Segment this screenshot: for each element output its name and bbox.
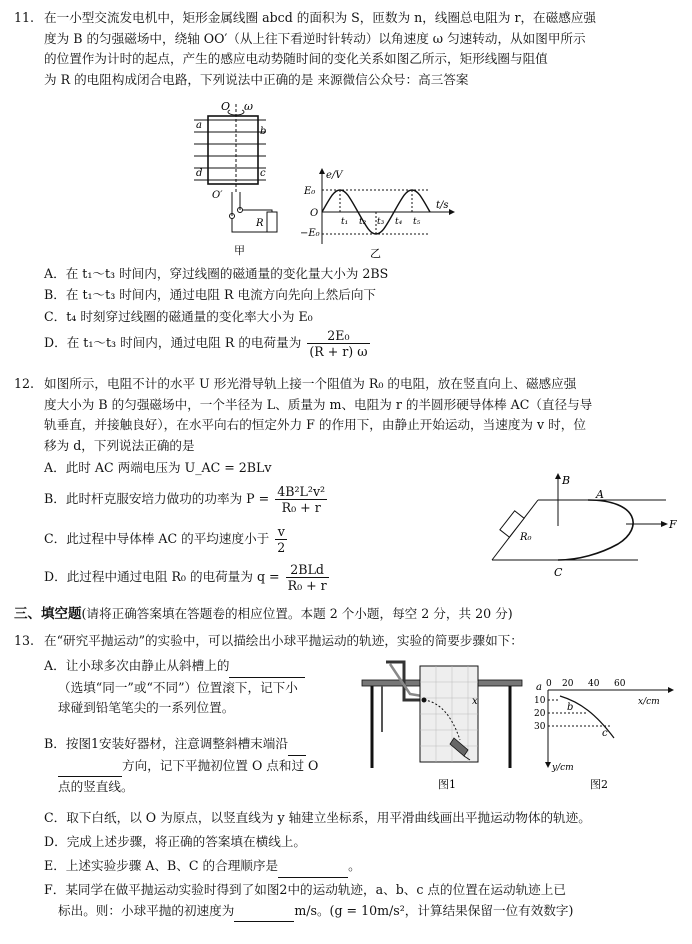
q13-b-line2: 方向，记下平抛初位置 O 点和过 O xyxy=(122,757,319,773)
fig-a-label-O: O xyxy=(221,100,231,113)
q13-f-line2: 标出。则：小球平抛的初速度为 xyxy=(58,902,235,918)
q11-option-d xyxy=(44,328,664,359)
fig-a-label-c: c xyxy=(260,168,266,179)
section-3-note: (请将正确答案填在答题卷的相应位置。本题 2 个小题，每空 2 分，共 20 分) xyxy=(81,606,513,621)
fig2-xunit: x/cm xyxy=(638,697,660,707)
q11-stem-line: 为 R 的电阻构成闭合电路，下列说法中正确的是 来源微信公众号：高三答案 xyxy=(44,71,469,87)
q13-step-c: C．取下白纸，以 O 为原点，以竖直线为 y 轴建立坐标系，用平滑曲线画出平抛运动物体的轨迹。 xyxy=(44,810,591,825)
fraction-numerator: 2E₀ xyxy=(307,328,369,344)
q12-option-b-fraction xyxy=(275,484,327,515)
fig-a-label-b: b xyxy=(260,126,267,137)
fig-a-label-a: a xyxy=(196,120,202,131)
q13-number: 13. xyxy=(14,633,35,648)
q12-option-b xyxy=(44,484,464,515)
answer-blank[interactable] xyxy=(58,756,122,778)
fig-b-label-t3: t₃ xyxy=(377,217,385,227)
q13-a-line2: （选填“同一”或“不同”）位置滚下，记下小 xyxy=(58,679,298,695)
q13-b-line1: B．按图1安装好器材，注意调整斜槽末端沿 xyxy=(44,736,288,751)
fig2-y30: 30 xyxy=(534,722,546,732)
q12-option-b-text: B．此时杆克服安培力做功的功率为 P = xyxy=(44,491,270,506)
q13-step-f xyxy=(44,880,664,922)
q13-e-text: E．上述实验步骤 A、B、C 的合理顺序是 xyxy=(44,858,279,873)
fig-label-R0: R₀ xyxy=(520,532,532,543)
fraction-denominator: 2 xyxy=(277,540,286,555)
fig2-label-b: b xyxy=(567,702,574,713)
q13-b-line3: 点的竖直线。 xyxy=(58,779,134,794)
q13-a-line1: A．让小球多次由静止从斜槽上的 xyxy=(44,658,230,673)
fig-b-label-E0: E₀ xyxy=(304,186,316,197)
q12-number: 12. xyxy=(14,376,35,391)
q12-option-d xyxy=(44,562,464,593)
svg-text:x: x xyxy=(472,696,478,707)
q11-option-d-fraction xyxy=(307,328,369,359)
q12-stem-line: 如图所示，电阻不计的水平 U 形光滑导轨上接一个阻值为 R₀ 的电阻，放在竖直向上、磁感应强 xyxy=(44,376,577,391)
q13-step-a xyxy=(44,656,364,719)
fraction-denominator: R₀ + r xyxy=(287,578,327,593)
fig-label-C: C xyxy=(554,566,563,579)
q11-stem-line: 的位置作为计时的起点，产生的感应电动势随时间的变化关系如图乙所示，矩形线圈与阻值 xyxy=(44,51,548,66)
fig1-caption: 图1 xyxy=(438,778,456,791)
section-3-title: 三、填空题 xyxy=(14,606,82,622)
q11-option-c: C．t₄ 时刻穿过线圈的磁通量的变化率大小为 E₀ xyxy=(44,309,313,324)
fig-label-B: B xyxy=(562,474,571,487)
fig-b-label-t: t/s xyxy=(436,200,449,211)
fig2-y10: 10 xyxy=(534,696,546,706)
answer-blank[interactable] xyxy=(229,656,305,678)
q13-a-line3: 球碰到铅笔笔尖的一系列位置。 xyxy=(58,700,235,715)
question-11 xyxy=(14,8,678,90)
q11-option-a: A．在 t₁～t₃ 时间内，穿过线圈的磁通量的变化量大小为 2BS xyxy=(44,266,389,281)
q11-stem-line: 度为 B 的匀强磁场中，绕轴 OO′（从上往下看逆时针转动）以角速度 ω 匀速转动，从如图甲所示 xyxy=(44,30,586,46)
fig2-x60: 60 xyxy=(614,679,626,689)
q13-f-line2-suffix: m/s。(g = 10m/s²，计算结果保留一位有效数字) xyxy=(294,902,574,918)
fig-b-label-t1: t₁ xyxy=(341,217,349,227)
q13-step-d: D．完成上述步骤，将正确的答案填在横线上。 xyxy=(44,834,306,849)
answer-blank[interactable] xyxy=(288,734,306,756)
question-12 xyxy=(14,374,678,456)
fraction-numerator: 4B²L²v² xyxy=(277,484,326,499)
fraction-numerator: 2BLd xyxy=(286,562,329,578)
fig-b-label-e: e/V xyxy=(326,170,343,181)
fig-b-caption: 乙 xyxy=(370,247,381,260)
fraction-numerator: v xyxy=(275,524,287,540)
q11-figure-a xyxy=(186,98,296,258)
q12-option-d-text: D．此过程中通过电阻 R₀ 的电荷量为 q = xyxy=(44,569,280,584)
q13-step-b xyxy=(44,734,364,798)
fig-a-label-Oprime: O′ xyxy=(212,190,223,201)
fig2-caption: 图2 xyxy=(590,778,608,791)
fig-b-label-O: O xyxy=(310,208,319,219)
q13-e-suffix: 。 xyxy=(348,858,361,873)
fig-b-label-negE0: −E₀ xyxy=(300,228,320,239)
q12-option-d-fraction xyxy=(286,562,329,593)
q13-figure-1 xyxy=(360,660,526,792)
fig-a-label-R: R xyxy=(256,218,264,229)
q13-stem: 在“研究平抛运动”的实验中，可以描绘出小球平抛运动的轨迹，实验的简要步骤如下： xyxy=(44,633,523,648)
fig2-x0: 0 xyxy=(546,679,552,689)
fig-b-label-t4: t₄ xyxy=(395,217,403,227)
q12-option-c-fraction xyxy=(275,524,287,555)
answer-blank[interactable] xyxy=(278,856,348,878)
q12-stem-line: 度大小为 B 的匀强磁场中，一个半径为 L、质量为 m、电阻为 r 的半圆形硬导体棒 AC（直径与导 xyxy=(44,396,593,412)
q11-number: 11. xyxy=(14,10,35,25)
q11-figure-b xyxy=(300,166,460,260)
fig2-y20: 20 xyxy=(534,709,546,719)
q11-stem-line: 在一小型交流发电机中，矩形金属线圈 abcd 的面积为 S，匝数为 n，线圈总电阻为 r，在磁感应强 xyxy=(44,10,597,25)
q12-figure xyxy=(488,468,678,584)
section-3-heading xyxy=(14,604,513,625)
fig-b-label-t2: t₂ xyxy=(359,217,367,227)
fig2-x40: 40 xyxy=(588,679,600,689)
fig-a-caption: 甲 xyxy=(234,244,245,257)
q13-figure-2 xyxy=(534,676,684,794)
answer-blank[interactable] xyxy=(234,901,294,923)
fig-b-label-t5: t₅ xyxy=(413,217,421,227)
fig-a-label-d: d xyxy=(196,168,203,179)
q12-option-c xyxy=(44,524,464,555)
q12-option-a: A．此时 AC 两端电压为 U_AC = 2BLv xyxy=(44,460,272,475)
q11-stem xyxy=(14,8,678,90)
fig2-yunit: y/cm xyxy=(552,763,574,773)
q13-step-e xyxy=(44,856,664,878)
fig2-label-c: c xyxy=(602,728,608,739)
q11-option-b: B．在 t₁～t₃ 时间内，通过电阻 R 电流方向先向上然后向下 xyxy=(44,287,377,302)
q12-option-c-text: C．此过程中导体棒 AC 的平均速度小于 xyxy=(44,531,270,546)
fig-label-A: A xyxy=(596,488,604,501)
q13-f-line1: F．某同学在做平抛运动实验时得到了如图2中的运动轨迹，a、b、c 点的位置在运动轨迹上已 xyxy=(44,882,566,897)
fig2-label-a: a xyxy=(536,682,542,693)
fig-label-F: F xyxy=(669,518,677,531)
q11-option-d-text: D．在 t₁～t₃ 时间内，通过电阻 R 的电荷量为 xyxy=(44,335,302,350)
fraction-denominator: R₀ + r xyxy=(281,500,321,515)
fig-a-label-omega: ω xyxy=(244,100,253,113)
q12-stem-line: 轨垂直，并接触良好），在水平向右的恒定外力 F 的作用下，由静止开始运动，当速度为 v 时，位 xyxy=(44,417,586,432)
fraction-denominator: (R + r) ω xyxy=(309,344,368,359)
question-13 xyxy=(14,631,678,652)
fig2-x20: 20 xyxy=(562,679,574,689)
q12-stem-line: 移为 d，下列说法正确的是 xyxy=(44,437,195,453)
